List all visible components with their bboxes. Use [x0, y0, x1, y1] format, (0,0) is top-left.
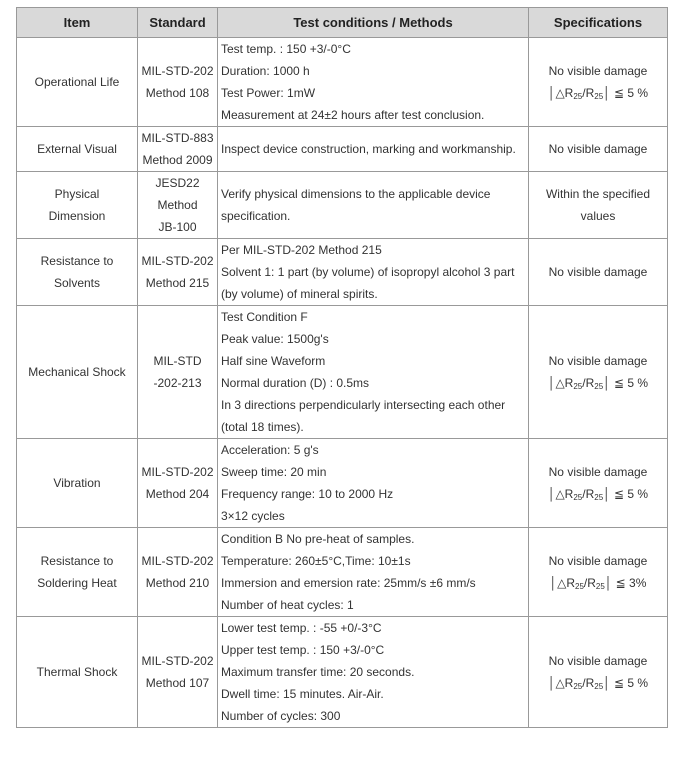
- item-cell: [17, 617, 138, 728]
- item-cell-line: Solvents: [53, 276, 101, 290]
- tolerance-sub2: 25: [594, 682, 604, 691]
- conditions-cell: [218, 38, 529, 127]
- standard-cell: [138, 528, 218, 617]
- tolerance-mid: /R: [583, 576, 596, 590]
- specification-cell: [529, 239, 668, 306]
- standard-cell-line: MIL-STD-883: [141, 131, 214, 145]
- item-cell: [17, 127, 138, 172]
- standard-cell-line: Method 215: [145, 276, 210, 290]
- resistance-tolerance: [548, 672, 648, 694]
- tolerance-sub2: 25: [594, 382, 604, 391]
- standard-cell-line: Method 108: [145, 86, 210, 100]
- tolerance-sub1: 25: [573, 682, 583, 691]
- item-cell-line: Soldering Heat: [37, 576, 117, 590]
- item-cell: [17, 239, 138, 306]
- standard-cell-line: Method: [157, 198, 198, 212]
- standard-cell: [138, 172, 218, 239]
- conditions-cell: [218, 127, 529, 172]
- standard-cell-line: MIL-STD-202: [141, 254, 214, 268]
- tolerance-post: │ ≦ 5 %: [603, 86, 649, 100]
- standard-cell-line: Method 204: [145, 487, 210, 501]
- item-cell: [17, 439, 138, 528]
- table-row: [17, 528, 668, 617]
- resistance-tolerance: [548, 82, 648, 104]
- item-cell: [17, 528, 138, 617]
- item-cell-line: Physical: [54, 187, 100, 201]
- conditions-cell-line: Test Power: 1mW: [221, 86, 316, 100]
- conditions-cell-line: Maximum transfer time: 20 seconds.: [221, 665, 415, 679]
- standard-cell-line: MIL-STD: [153, 354, 202, 368]
- specification-cell: [529, 172, 668, 239]
- item-cell-line: Resistance to: [40, 554, 114, 568]
- specification-text: No visible damage: [548, 654, 648, 668]
- specification-text: No visible damage: [548, 554, 648, 568]
- table-row: [17, 172, 668, 239]
- tolerance-sub2: 25: [594, 92, 604, 101]
- conditions-cell: [218, 172, 529, 239]
- table-row: [17, 439, 668, 528]
- conditions-cell-line: Per MIL-STD-202 Method 215: [221, 243, 382, 257]
- conditions-cell: [218, 528, 529, 617]
- specification-text: No visible damage: [548, 64, 648, 78]
- tolerance-pre: │△R: [547, 487, 574, 501]
- conditions-cell-line: Peak value: 1500g's: [221, 332, 329, 346]
- specification-cell: [529, 528, 668, 617]
- item-cell: [17, 306, 138, 439]
- tolerance-mid: /R: [582, 676, 595, 690]
- item-cell: [17, 38, 138, 127]
- tolerance-post: │ ≦ 3%: [604, 576, 647, 590]
- tolerance-post: │ ≦ 5 %: [603, 676, 649, 690]
- conditions-cell-line: 3×12 cycles: [221, 509, 285, 523]
- table-row: [17, 127, 668, 172]
- conditions-cell: [218, 617, 529, 728]
- conditions-cell-line: Dwell time: 15 minutes. Air-Air.: [221, 687, 384, 701]
- tolerance-pre: │△R: [547, 86, 574, 100]
- standard-cell-line: MIL-STD-202: [141, 465, 214, 479]
- standard-cell: [138, 439, 218, 528]
- standard-cell-line: JB-100: [158, 220, 197, 234]
- conditions-cell-line: Normal duration (D) : 0.5ms: [221, 376, 370, 390]
- table-row: [17, 38, 668, 127]
- specification-text: No visible damage: [548, 265, 648, 279]
- conditions-cell-line: Immersion and emersion rate: 25mm/s ±6 mm/s: [221, 576, 476, 590]
- item-cell-line: Vibration: [53, 476, 101, 490]
- resistance-tolerance: [548, 372, 648, 394]
- standard-cell-line: Method 210: [145, 576, 210, 590]
- spec-table-container: [16, 7, 667, 728]
- conditions-cell-line: Lower test temp. : -55 +0/-3°C: [221, 621, 382, 635]
- header-test-conditions: Test conditions / Methods: [218, 8, 529, 38]
- conditions-cell-line: Test Condition F: [221, 310, 308, 324]
- standard-cell: [138, 127, 218, 172]
- conditions-cell-line: (total 18 times).: [221, 420, 304, 434]
- standard-cell: [138, 239, 218, 306]
- tolerance-pre: │△R: [547, 376, 574, 390]
- item-cell-line: Operational Life: [34, 75, 120, 89]
- table-header: [17, 8, 668, 38]
- item-cell-line: Mechanical Shock: [28, 365, 126, 379]
- specification-cell: [529, 439, 668, 528]
- tolerance-pre: │△R: [549, 576, 575, 590]
- header-item: Item: [17, 8, 138, 38]
- conditions-cell-line: Duration: 1000 h: [221, 64, 310, 78]
- header-specifications: Specifications: [529, 8, 668, 38]
- conditions-cell-line: Acceleration: 5 g's: [221, 443, 319, 457]
- specification-line: values: [580, 209, 616, 223]
- tolerance-post: │ ≦ 5 %: [603, 487, 649, 501]
- item-cell-line: Dimension: [48, 209, 106, 223]
- specification-text: No visible damage: [548, 354, 648, 368]
- conditions-cell-line: Test temp. : 150 +3/-0°C: [221, 42, 351, 56]
- standard-cell-line: MIL-STD-202: [141, 554, 214, 568]
- tolerance-mid: /R: [582, 376, 595, 390]
- tolerance-mid: /R: [582, 86, 595, 100]
- item-cell-line: External Visual: [37, 142, 117, 156]
- standard-cell: [138, 38, 218, 127]
- header-standard: Standard: [138, 8, 218, 38]
- standard-cell: [138, 617, 218, 728]
- item-cell-line: Resistance to: [40, 254, 114, 268]
- tolerance-sub1: 25: [573, 493, 583, 502]
- conditions-cell-line: Inspect device construction, marking and workmanship.: [221, 142, 516, 156]
- conditions-cell-line: Number of cycles: 300: [221, 709, 341, 723]
- conditions-cell: [218, 439, 529, 528]
- standard-cell-line: MIL-STD-202: [141, 654, 214, 668]
- conditions-cell-line: Temperature: 260±5°C,Time: 10±1s: [221, 554, 411, 568]
- conditions-cell-line: Half sine Waveform: [221, 354, 326, 368]
- conditions-cell-line: Measurement at 24±2 hours after test conclusion.: [221, 108, 485, 122]
- tolerance-sub1: 25: [573, 382, 583, 391]
- specification-cell: [529, 306, 668, 439]
- conditions-cell-line: Sweep time: 20 min: [221, 465, 327, 479]
- specification-cell: [529, 127, 668, 172]
- conditions-cell-line: Solvent 1: 1 part (by volume) of isopropyl alcohol 3 part: [221, 265, 515, 279]
- header-row: [17, 8, 668, 38]
- conditions-cell-line: specification.: [221, 209, 291, 223]
- tolerance-sub2: 25: [595, 582, 605, 591]
- specification-text: No visible damage: [548, 142, 648, 156]
- standard-cell-line: MIL-STD-202: [141, 64, 214, 78]
- standard-cell: [138, 306, 218, 439]
- specification-line: Within the specified: [545, 187, 651, 201]
- conditions-cell-line: Verify physical dimensions to the applicable device: [221, 187, 491, 201]
- specification-text: No visible damage: [548, 465, 648, 479]
- resistance-tolerance: [550, 572, 647, 594]
- conditions-cell-line: Frequency range: 10 to 2000 Hz: [221, 487, 394, 501]
- standard-cell-line: JESD22: [155, 176, 200, 190]
- tolerance-post: │ ≦ 5 %: [603, 376, 649, 390]
- item-cell: [17, 172, 138, 239]
- table-row: [17, 239, 668, 306]
- standard-cell-line: -202-213: [153, 376, 202, 390]
- tolerance-sub2: 25: [594, 493, 604, 502]
- reliability-test-table: [16, 7, 668, 728]
- specification-cell: [529, 38, 668, 127]
- conditions-cell-line: Upper test temp. : 150 +3/-0°C: [221, 643, 385, 657]
- conditions-cell: [218, 239, 529, 306]
- conditions-cell-line: (by volume) of mineral spirits.: [221, 287, 378, 301]
- table-row: [17, 306, 668, 439]
- resistance-tolerance: [548, 483, 648, 505]
- specification-cell: [529, 617, 668, 728]
- conditions-cell-line: Condition B No pre-heat of samples.: [221, 532, 415, 546]
- tolerance-mid: /R: [582, 487, 595, 501]
- item-cell-line: Thermal Shock: [36, 665, 118, 679]
- tolerance-pre: │△R: [547, 676, 574, 690]
- tolerance-sub1: 25: [573, 92, 583, 101]
- standard-cell-line: Method 2009: [142, 153, 213, 167]
- conditions-cell-line: In 3 directions perpendicularly intersecting each other: [221, 398, 506, 412]
- table-row: [17, 617, 668, 728]
- conditions-cell: [218, 306, 529, 439]
- standard-cell-line: Method 107: [145, 676, 210, 690]
- table-body: [17, 38, 668, 728]
- tolerance-sub1: 25: [575, 582, 584, 591]
- conditions-cell-line: Number of heat cycles: 1: [221, 598, 354, 612]
